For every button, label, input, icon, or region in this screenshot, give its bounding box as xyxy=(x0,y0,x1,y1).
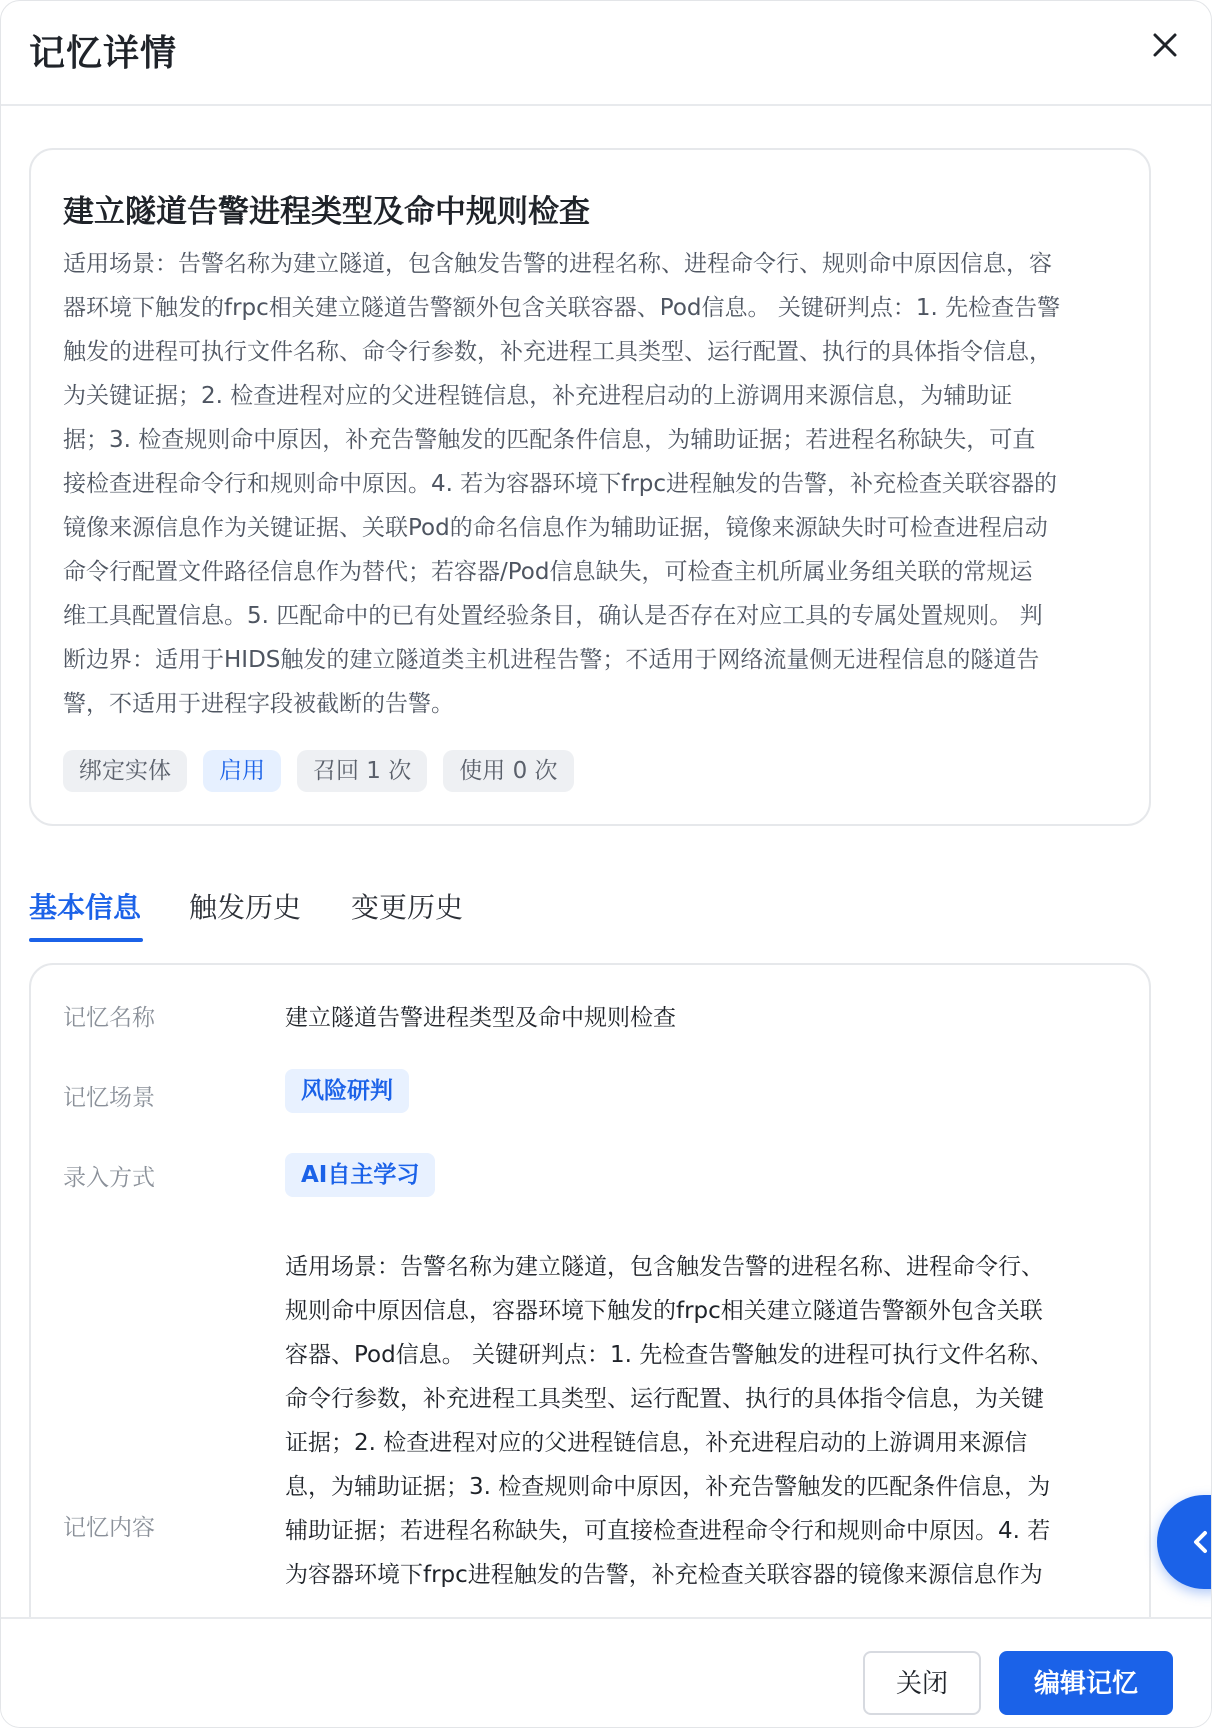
content-line: 证据；2. 检查进程对应的父进程链信息，补充进程启动的上游调用来源信 xyxy=(285,1430,1028,1456)
summary-line: 接检查进程命令行和规则命中原因。4. 若为容器环境下frpc进程触发的告警，补充检查关联容器的 xyxy=(63,471,1058,497)
content-line: 息，为辅助证据；3. 检查规则命中原因，补充告警触发的匹配条件信息，为 xyxy=(285,1474,1051,1500)
dialog-header xyxy=(1,1,1211,106)
content-line: 规则命中原因信息，容器环境下触发的frpc相关建立隧道告警额外包含关联 xyxy=(285,1298,1043,1324)
memory-summary-text xyxy=(63,242,1125,726)
content-line: 容器、Pod信息。 关键研判点：1. 先检查告警触发的进程可执行文件名称、 xyxy=(285,1342,1054,1368)
content-line: 为容器环境下frpc进程触发的告警，补充检查关联容器的镜像来源信息作为 xyxy=(285,1562,1043,1588)
tab-basic-info[interactable]: 基本信息 xyxy=(29,891,142,924)
active-tab-indicator xyxy=(29,938,143,942)
close-icon[interactable] xyxy=(1147,27,1183,63)
memory-summary-title: 建立隧道告警进程类型及命中规则检查 xyxy=(63,194,590,230)
tab-trigger-history[interactable]: 触发历史 xyxy=(189,891,302,924)
content-line: 命令行参数，补充进程工具类型、运行配置、执行的具体指令信息，为关键 xyxy=(285,1386,1044,1412)
memory-name-value: 建立隧道告警进程类型及命中规则检查 xyxy=(285,1005,676,1031)
memory-content-text xyxy=(285,1245,1121,1597)
dialog-body[interactable] xyxy=(1,108,1211,1618)
memory-content-label: 记忆内容 xyxy=(63,1515,155,1541)
dialog-footer xyxy=(1,1617,1211,1728)
edit-memory-button[interactable]: 编辑记忆 xyxy=(999,1651,1173,1715)
summary-line: 命令行配置文件路径信息作为替代；若容器/Pod信息缺失，可检查主机所属业务组关联的常规运 xyxy=(63,559,1033,585)
memory-tags xyxy=(63,750,574,792)
summary-line: 适用场景：告警名称为建立隧道，包含触发告警的进程名称、进程命令行、规则命中原因信息，容 xyxy=(63,251,1052,277)
summary-line: 器环境下触发的frpc相关建立隧道告警额外包含关联容器、Pod信息。 关键研判点：1. 先检查告警 xyxy=(63,295,1061,321)
memory-scene-badge: 风险研判 xyxy=(285,1069,409,1113)
bind-entity-tag: 绑定实体 xyxy=(63,750,187,792)
dialog-title: 记忆详情 xyxy=(29,33,178,74)
recall-count-tag: 召回 1 次 xyxy=(297,750,427,792)
usage-count-tag: 使用 0 次 xyxy=(443,750,573,792)
chevron-left-icon xyxy=(1187,1529,1212,1555)
summary-line: 触发的进程可执行文件名称、命令行参数，补充进程工具类型、运行配置、执行的具体指令信息， xyxy=(63,339,1052,365)
summary-line: 警，不适用于进程字段被截断的告警。 xyxy=(63,691,454,717)
status-badge: 启用 xyxy=(203,750,281,792)
detail-tabs xyxy=(29,868,629,948)
summary-line: 维工具配置信息。5. 匹配命中的已有处置经验条目，确认是否存在对应工具的专属处置规则。 判 xyxy=(63,603,1043,629)
input-method-label: 录入方式 xyxy=(63,1165,155,1191)
summary-line: 据；3. 检查规则命中原因，补充告警触发的匹配条件信息，为辅助证据；若进程名称缺失，可直 xyxy=(63,427,1036,453)
tab-change-history[interactable]: 变更历史 xyxy=(351,891,464,924)
summary-line: 镜像来源信息作为关键证据、关联Pod的命名信息作为辅助证据，镜像来源缺失时可检查进程启动 xyxy=(63,515,1048,541)
content-line: 辅助证据；若进程名称缺失，可直接检查进程命令行和规则命中原因。4. 若 xyxy=(285,1518,1051,1544)
memory-name-label: 记忆名称 xyxy=(63,1005,155,1031)
basic-info-card xyxy=(29,963,1151,1618)
input-method-badge: AI自主学习 xyxy=(285,1153,435,1197)
content-line: 适用场景：告警名称为建立隧道，包含触发告警的进程名称、进程命令行、 xyxy=(285,1254,1044,1280)
summary-line: 为关键证据；2. 检查进程对应的父进程链信息，补充进程启动的上游调用来源信息，为辅助证 xyxy=(63,383,1013,409)
memory-scene-label: 记忆场景 xyxy=(63,1085,155,1111)
summary-line: 断边界：适用于HIDS触发的建立隧道类主机进程告警；不适用于网络流量侧无进程信息的隧道告 xyxy=(63,647,1040,673)
memory-summary-card xyxy=(29,148,1151,826)
close-button[interactable]: 关闭 xyxy=(863,1651,981,1715)
